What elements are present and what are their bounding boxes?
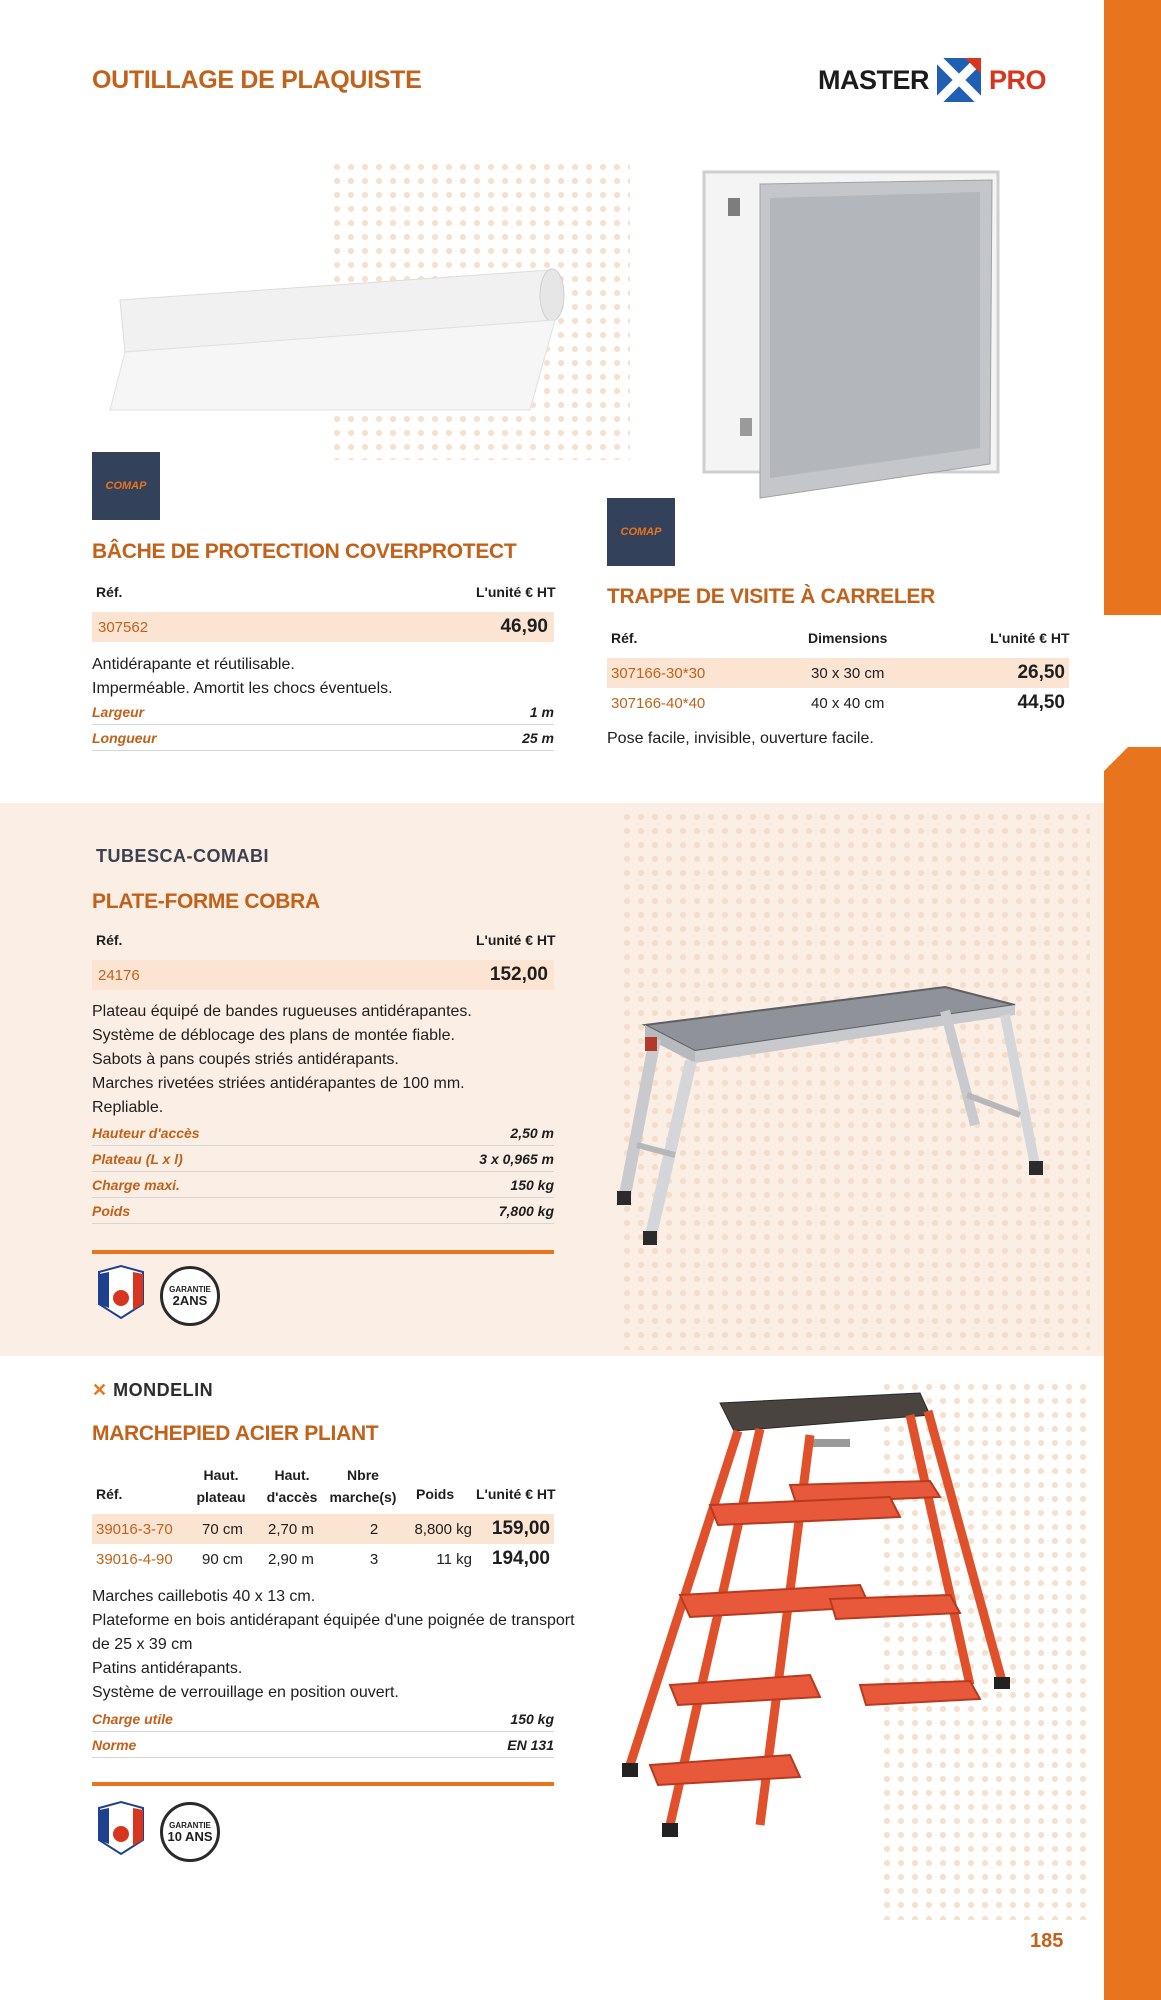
description-line: Plateforme en bois antidérapant équipée d'une poignée de transport (92, 1612, 575, 1629)
description-line: Plateau équipé de bandes rugueuses antidérapantes. (92, 1003, 472, 1020)
protection-sheet-image (100, 260, 570, 430)
spec-row (92, 1172, 554, 1198)
spec-row (92, 1198, 554, 1224)
col-header-ref: Réf. (96, 1486, 123, 1502)
col-header-price: L'unité € HT (476, 932, 556, 948)
product-title-trappe: TRAPPE DE VISITE À CARRELER (607, 585, 935, 608)
description-line: Repliable. (92, 1099, 164, 1116)
description-line: Marches rivetées striées antidérapantes de 100 mm. (92, 1075, 465, 1092)
row-poids: 8,800 kg (414, 1520, 472, 1538)
row-nbre-marches: 3 (369, 1550, 379, 1568)
spec-value: 2,50 m (510, 1124, 554, 1141)
col-header-price: L'unité € HT (990, 630, 1070, 646)
row-nbre-marches: 2 (369, 1520, 379, 1538)
product-title-bache: BÂCHE DE PROTECTION COVERPROTECT (92, 540, 517, 563)
row-poids: 11 kg (436, 1550, 472, 1568)
description-line: Imperméable. Amortit les chocs éventuels. (92, 680, 393, 697)
spec-row (92, 1706, 554, 1732)
brand-logo-comap-2 (607, 498, 675, 566)
row-price: 159,00 (491, 1518, 550, 1539)
description-line: Marches caillebotis 40 x 13 cm. (92, 1588, 316, 1605)
col-header-haut-acces (264, 1464, 320, 1508)
master-pro-logo (818, 54, 1046, 106)
row-ref: 307166-40*40 (611, 694, 706, 712)
row-dimensions: 30 x 30 cm (811, 664, 885, 682)
spec-key: Charge utile (92, 1710, 173, 1727)
row-ref: 39016-3-70 (96, 1520, 173, 1538)
spec-row (92, 1732, 554, 1758)
spec-value: 25 m (522, 729, 554, 746)
guarantee-label: GARANTIE (169, 1821, 211, 1830)
spec-row (92, 1120, 554, 1146)
row-ref: 307562 (98, 618, 149, 636)
description-line: Système de déblocage des plans de montée fiable. (92, 1027, 455, 1044)
spec-key: Charge maxi. (92, 1176, 180, 1193)
table-row (92, 612, 554, 642)
spec-key: Poids (92, 1202, 131, 1219)
row-haut-acces: 2,70 m (268, 1520, 314, 1538)
guarantee-duration: 10 ANS (167, 1829, 213, 1844)
spec-value: 150 kg (510, 1710, 554, 1727)
description-line: de 25 x 39 cm (92, 1636, 193, 1653)
folding-step-ladder-image (610, 1385, 1030, 1855)
side-tab-bottom (1104, 747, 1161, 2000)
guarantee-duration: 2ANS (172, 1293, 208, 1308)
col-header-price: L'unité € HT (476, 584, 556, 600)
section-rule (92, 1250, 554, 1254)
product-description (92, 653, 393, 701)
spec-key: Longueur (92, 729, 157, 746)
col-header-ref: Réf. (96, 584, 123, 600)
spec-key: Plateau (L x l) (92, 1150, 183, 1167)
col-header-price: L'unité € HT (476, 1486, 556, 1502)
logo-star-icon (935, 56, 983, 104)
description-line: Sabots à pans coupés striés antidérapants. (92, 1051, 399, 1068)
spec-key: Norme (92, 1736, 137, 1753)
col-header-dimensions: Dimensions (808, 630, 888, 646)
row-ref: 307166-30*30 (611, 664, 706, 682)
header-line: d'accès (266, 1489, 318, 1505)
table-row (607, 688, 1069, 718)
brand-logo-text: COMAP (620, 526, 662, 538)
spec-row (92, 1146, 554, 1172)
spec-row (92, 699, 554, 725)
spec-value: 1 m (529, 703, 554, 720)
col-header-poids: Poids (416, 1486, 455, 1502)
col-header-haut-plateau (194, 1464, 248, 1508)
row-dimensions: 40 x 40 cm (811, 694, 885, 712)
row-haut-acces: 2,90 m (268, 1550, 314, 1568)
guarantee-2-years-badge (160, 1266, 220, 1326)
side-tab-top (1104, 0, 1161, 615)
brand-logo-tubesca: TUBESCA-COMABI (96, 846, 269, 866)
brand-logo-mondelin (92, 1380, 213, 1401)
row-price: 152,00 (489, 964, 548, 985)
brand-logo-text: COMAP (105, 480, 147, 492)
row-price: 44,50 (1017, 692, 1065, 713)
row-ref: 39016-4-90 (96, 1550, 173, 1568)
side-tab-notch (1104, 747, 1128, 771)
row-price: 194,00 (491, 1548, 550, 1569)
row-haut-plateau: 70 cm (202, 1520, 243, 1538)
row-price: 26,50 (1017, 662, 1065, 683)
col-header-ref: Réf. (96, 932, 123, 948)
spec-value: EN 131 (507, 1736, 554, 1753)
spec-value: 7,800 kg (498, 1202, 554, 1219)
brand-logo-comap-1 (92, 452, 160, 520)
page-number: 185 (1030, 1930, 1064, 1952)
page-title: OUTILLAGE DE PLAQUISTE (92, 66, 422, 94)
header-line: Haut. (274, 1467, 310, 1483)
guarantee-10-years-badge (160, 1802, 220, 1862)
mondelin-x-icon: ✕ (92, 1380, 108, 1400)
table-row (92, 1514, 554, 1544)
section-rule (92, 1782, 554, 1786)
brand-name: MONDELIN (113, 1380, 214, 1400)
product-description (92, 1585, 575, 1705)
spec-row (92, 725, 554, 751)
made-in-france-icon (95, 1800, 147, 1856)
header-line: Nbre (347, 1467, 379, 1483)
row-ref: 24176 (98, 966, 140, 984)
access-hatch-image (700, 168, 1002, 500)
table-row (607, 658, 1069, 688)
made-in-france-icon (95, 1264, 147, 1320)
table-row (92, 1544, 554, 1574)
product-title-marchepied: MARCHEPIED ACIER PLIANT (92, 1422, 379, 1445)
header-line: plateau (196, 1489, 246, 1505)
table-row (92, 960, 554, 990)
col-header-ref: Réf. (611, 630, 638, 646)
header-line: marche(s) (329, 1489, 397, 1505)
product-description: Pose facile, invisible, ouverture facile. (607, 730, 874, 747)
cobra-platform-image (615, 975, 1045, 1255)
description-line: Système de verrouillage en position ouvert. (92, 1684, 399, 1701)
guarantee-label: GARANTIE (169, 1285, 211, 1294)
logo-word-master: MASTER (818, 64, 929, 95)
product-description (92, 1000, 472, 1120)
logo-word-pro: PRO (989, 64, 1047, 95)
spec-value: 3 x 0,965 m (479, 1150, 554, 1167)
product-title-plateforme: PLATE-FORME COBRA (92, 890, 320, 913)
spec-key: Largeur (92, 703, 145, 720)
description-line: Patins antidérapants. (92, 1660, 243, 1677)
spec-key: Hauteur d'accès (92, 1124, 200, 1141)
col-header-nbre-marches (328, 1464, 398, 1508)
description-line: Antidérapante et réutilisable. (92, 656, 295, 673)
spec-value: 150 kg (510, 1176, 554, 1193)
header-line: Haut. (203, 1467, 239, 1483)
row-price: 46,90 (500, 616, 548, 637)
row-haut-plateau: 90 cm (202, 1550, 243, 1568)
